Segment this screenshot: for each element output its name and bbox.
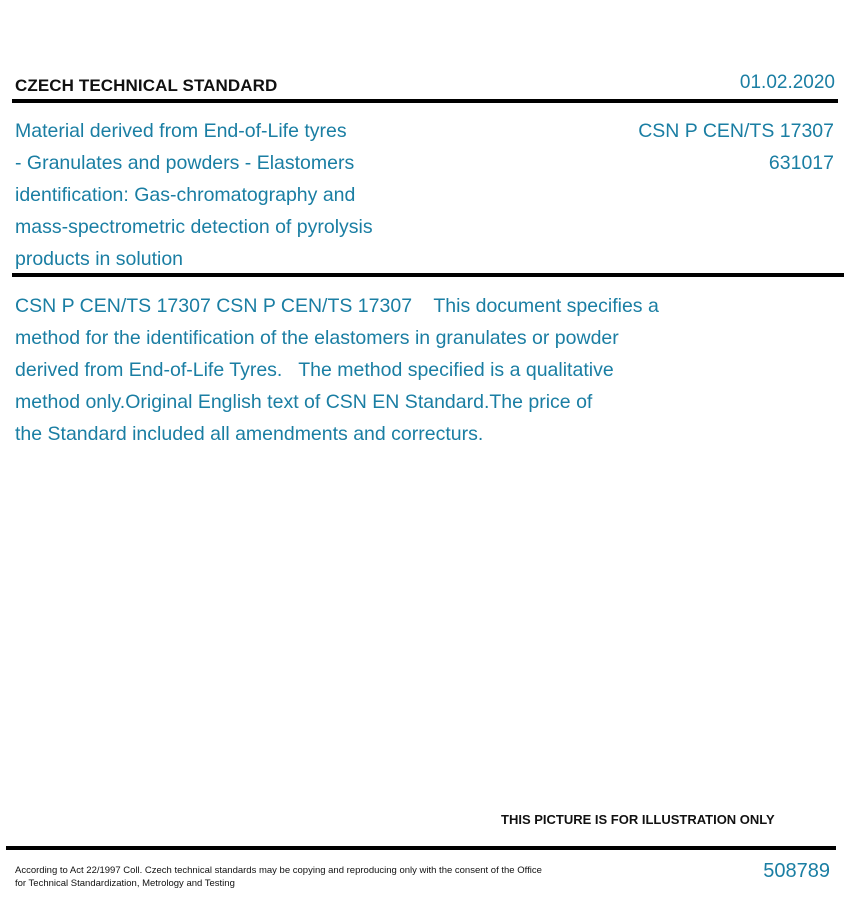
page-title: CZECH TECHNICAL STANDARD — [15, 76, 278, 95]
title-divider — [12, 273, 844, 277]
legal-notice-line: for Technical Standardization, Metrology and Testing — [15, 878, 235, 889]
standard-title-line: products in solution — [15, 248, 184, 270]
illustration-notice: THIS PICTURE IS FOR ILLUSTRATION ONLY — [501, 812, 775, 827]
standard-title-line: mass-spectrometric detection of pyrolysis — [15, 216, 373, 238]
document-number: 508789 — [763, 860, 830, 882]
standard-description — [15, 290, 755, 450]
standard-title — [15, 115, 445, 275]
description-line: method for the identification of the elastomers in granulates or powder — [15, 327, 619, 349]
header-divider — [12, 99, 838, 103]
description-line: the Standard included all amendments and correcturs. — [15, 423, 484, 445]
catalog-number: 631017 — [768, 152, 834, 174]
standard-code: CSN P CEN/TS 17307 — [638, 120, 834, 142]
issue-date: 01.02.2020 — [739, 72, 835, 93]
standard-identifiers — [638, 115, 834, 179]
legal-notice-line: According to Act 22/1997 Coll. Czech technical standards may be copying and reproducing only with the consent of the Office — [15, 865, 542, 876]
description-line: derived from End-of-Life Tyres. The method specified is a qualitative — [15, 359, 614, 381]
legal-notice — [15, 864, 595, 890]
standard-title-line: - Granulates and powders - Elastomers — [15, 152, 355, 174]
description-line: CSN P CEN/TS 17307 CSN P CEN/TS 17307 This document specifies a — [15, 295, 659, 317]
standard-title-line: identification: Gas-chromatography and — [15, 184, 356, 206]
description-line: method only.Original English text of CSN EN Standard.The price of — [15, 391, 593, 413]
standard-title-line: Material derived from End-of-Life tyres — [15, 120, 347, 142]
footer-divider — [6, 846, 836, 850]
